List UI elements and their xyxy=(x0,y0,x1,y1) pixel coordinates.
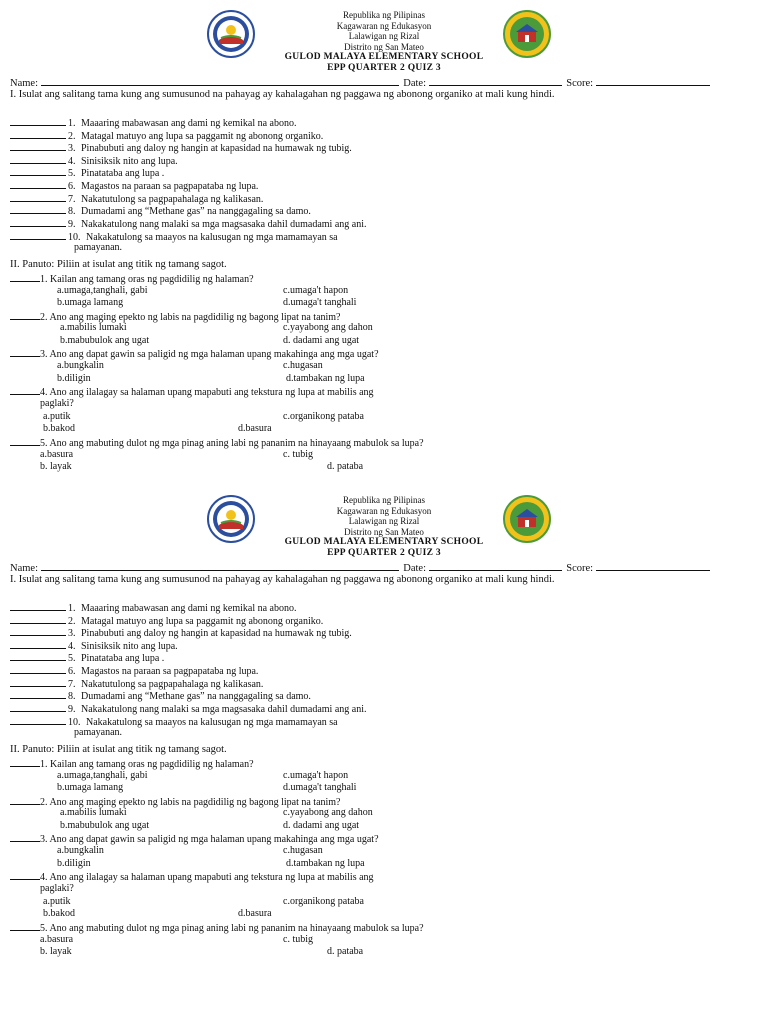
quiz-sheet-bottom xyxy=(0,485,768,965)
item10-continuation: pamayanan. xyxy=(74,727,123,738)
list-item: 6. Magastos na paraan sa pagpapataba ng lupa. xyxy=(10,179,258,193)
list-item: 10. Nakakatulong sa maayos na kalusugan ng mga mamamayan sa xyxy=(10,715,338,729)
answer-blank[interactable] xyxy=(10,204,66,214)
quiz-title: EPP QUARTER 2 QUIZ 3 xyxy=(327,547,441,558)
list-item: 10. Nakakatulong sa maayos na kalusugan ng mga mamamayan sa xyxy=(10,230,338,244)
date-label: Date: xyxy=(403,563,426,574)
answer-blank[interactable] xyxy=(10,702,66,712)
option: d. dadami ang ugat xyxy=(283,335,360,346)
option: b. layak xyxy=(40,946,72,957)
option: b.umaga lamang xyxy=(57,782,124,793)
answer-blank[interactable] xyxy=(10,921,40,931)
answer-blank[interactable] xyxy=(10,757,40,767)
answer-blank[interactable] xyxy=(10,154,66,164)
option: c.organikong pataba xyxy=(283,896,364,907)
list-item: 8. Dumadami ang “Methane gas” na nanggagaling sa damo. xyxy=(10,204,311,218)
list-item: 5. Pinatataba ang lupa . xyxy=(10,651,164,665)
option: d.umaga't tanghali xyxy=(283,297,357,308)
header-line: Republika ng Pilipinas xyxy=(343,10,425,20)
header-line: Distrito ng San Mateo xyxy=(344,526,424,537)
answer-blank[interactable] xyxy=(10,166,66,176)
option: c.yayabong ang dahon xyxy=(283,807,373,818)
answer-blank[interactable] xyxy=(10,192,66,202)
question: 4. Ano ang ilalagay sa halaman upang mapabuti ang tekstura ng lupa at mabilis ang xyxy=(10,870,374,884)
part2-instruction: II. Panuto: Piliin at isulat ang titik ng tamang sagot. xyxy=(10,259,227,270)
part1-instruction: I. Isulat ang salitang tama kung ang sumusunod na pahayag ay kahalagahan ng paggawa ng abonong organiko at mali kung hindi. xyxy=(10,574,555,585)
question: 4. Ano ang ilalagay sa halaman upang mapabuti ang tekstura ng lupa at mabilis ang xyxy=(10,385,374,399)
option: b.diligin xyxy=(57,858,91,869)
header-line: Republika ng Pilipinas xyxy=(343,495,425,505)
answer-blank[interactable] xyxy=(10,217,66,227)
option: d. dadami ang ugat xyxy=(283,820,360,831)
option: d.basura xyxy=(238,423,272,434)
answer-blank[interactable] xyxy=(10,639,66,649)
option: d.tambakan ng lupa xyxy=(286,858,365,869)
list-item: 9. Nakakatulong nang malaki sa mga magsasaka dahil dumadami ang ani. xyxy=(10,702,366,716)
score-label: Score: xyxy=(566,563,594,574)
answer-blank[interactable] xyxy=(10,677,66,687)
question: 5. Ano ang mabuting dulot ng mga pinag aning labi ng pananim na hinayaang mabulok sa lupa? xyxy=(10,921,424,935)
option: d.tambakan ng lupa xyxy=(286,373,365,384)
answer-blank[interactable] xyxy=(10,832,40,842)
list-item: 7. Nakatutulong sa pagpapahalaga ng kalikasan. xyxy=(10,677,263,691)
answer-blank[interactable] xyxy=(10,141,66,151)
option: d. pataba xyxy=(327,946,364,957)
list-item: 1. Maaaring mabawasan ang dami ng kemikal na abono. xyxy=(10,116,296,130)
header-block xyxy=(0,10,768,73)
date-label: Date: xyxy=(403,78,426,89)
question: 2. Ano ang maging epekto ng labis na pagdidilig ng bagong lipat na tanim? xyxy=(10,310,341,324)
question: 2. Ano ang maging epekto ng labis na pagdidilig ng bagong lipat na tanim? xyxy=(10,795,341,809)
header-line: Kagawaran ng Edukasyon xyxy=(336,505,432,516)
list-item: 4. Sinisiksik nito ang lupa. xyxy=(10,639,178,653)
option: b.bakod xyxy=(43,423,75,434)
option: d.umaga't tanghali xyxy=(283,782,357,793)
option: c.hugasan xyxy=(283,360,323,371)
list-item: 8. Dumadami ang “Methane gas” na nanggagaling sa damo. xyxy=(10,689,311,703)
list-item: 5. Pinatataba ang lupa . xyxy=(10,166,164,180)
option: c.hugasan xyxy=(283,845,323,856)
answer-blank[interactable] xyxy=(10,664,66,674)
option: b.mabubulok ang ugat xyxy=(60,820,150,831)
answer-blank[interactable] xyxy=(10,870,40,880)
date-field[interactable] xyxy=(429,75,562,86)
score-field[interactable] xyxy=(596,560,710,571)
list-item: 7. Nakatutulong sa pagpapahalaga ng kalikasan. xyxy=(10,192,263,206)
item10-continuation: pamayanan. xyxy=(74,242,123,253)
list-item: 6. Magastos na paraan sa pagpapataba ng lupa. xyxy=(10,664,258,678)
option: a.mabilis lumaki xyxy=(60,807,127,818)
part1-instruction: I. Isulat ang salitang tama kung ang sumusunod na pahayag ay kahalagahan ng paggawa ng abonong organiko at mali kung hindi. xyxy=(10,89,555,100)
header-line: Lalawigan ng Rizal xyxy=(348,31,420,41)
score-label: Score: xyxy=(566,78,594,89)
option: a.mabilis lumaki xyxy=(60,322,127,333)
answer-blank[interactable] xyxy=(10,795,40,805)
answer-blank[interactable] xyxy=(10,651,66,661)
school-name: GULOD MALAYA ELEMENTARY SCHOOL xyxy=(284,52,484,62)
option: c.umaga't hapon xyxy=(283,285,349,296)
answer-blank[interactable] xyxy=(10,230,66,240)
quiz-sheet-top xyxy=(0,0,768,480)
option: b.bakod xyxy=(43,908,75,919)
header-line: Kagawaran ng Edukasyon xyxy=(336,20,432,31)
name-field[interactable] xyxy=(41,75,399,86)
question: 5. Ano ang mabuting dulot ng mga pinag aning labi ng pananim na hinayaang mabulok sa lupa? xyxy=(10,436,424,450)
list-item: 2. Matagal matuyo ang lupa sa paggamit ng abonong organiko. xyxy=(10,129,323,143)
question: 1. Kailan ang tamang oras ng pagdidilig ng halaman? xyxy=(10,272,254,286)
option: c. tubig xyxy=(283,934,313,945)
option: a.basura xyxy=(40,934,74,945)
list-item: 3. Pinabubuti ang daloy ng hangin at kapasidad na humawak ng tubig. xyxy=(10,626,352,640)
option: a.umaga,tanghali, gabi xyxy=(57,285,148,296)
option: c.yayabong ang dahon xyxy=(283,322,373,333)
answer-blank[interactable] xyxy=(10,310,40,320)
answer-blank[interactable] xyxy=(10,601,66,611)
option: a.putik xyxy=(43,411,71,422)
question-continuation: paglaki? xyxy=(40,883,74,894)
score-field[interactable] xyxy=(596,75,710,86)
option: a.umaga,tanghali, gabi xyxy=(57,770,148,781)
list-item: 3. Pinabubuti ang daloy ng hangin at kapasidad na humawak ng tubig. xyxy=(10,141,352,155)
list-item: 2. Matagal matuyo ang lupa sa paggamit ng abonong organiko. xyxy=(10,614,323,628)
answer-blank[interactable] xyxy=(10,272,40,282)
name-date-score-row xyxy=(10,75,722,90)
option: b.mabubulok ang ugat xyxy=(60,335,150,346)
header-block xyxy=(0,495,768,558)
date-field[interactable] xyxy=(429,560,562,571)
answer-blank[interactable] xyxy=(10,689,66,699)
option: a.bungkalin xyxy=(57,360,104,371)
option: c.organikong pataba xyxy=(283,411,364,422)
option: b. layak xyxy=(40,461,72,472)
quiz-title: EPP QUARTER 2 QUIZ 3 xyxy=(327,62,441,73)
question-continuation: paglaki? xyxy=(40,398,74,409)
school-name: GULOD MALAYA ELEMENTARY SCHOOL xyxy=(284,537,484,547)
option: a.basura xyxy=(40,449,74,460)
option: d.basura xyxy=(238,908,272,919)
option: c.umaga't hapon xyxy=(283,770,349,781)
answer-blank[interactable] xyxy=(10,347,40,357)
question: 3. Ano ang dapat gawin sa paligid ng mga halaman upang makahinga ang mga ugat? xyxy=(10,347,379,361)
answer-blank[interactable] xyxy=(10,179,66,189)
list-item: 1. Maaaring mabawasan ang dami ng kemikal na abono. xyxy=(10,601,296,615)
answer-blank[interactable] xyxy=(10,385,40,395)
name-label: Name: xyxy=(10,78,38,89)
option: d. pataba xyxy=(327,461,364,472)
header-line: Distrito ng San Mateo xyxy=(344,41,424,52)
answer-blank[interactable] xyxy=(10,116,66,126)
question: 1. Kailan ang tamang oras ng pagdidilig ng halaman? xyxy=(10,757,254,771)
answer-blank[interactable] xyxy=(10,614,66,624)
option: c. tubig xyxy=(283,449,313,460)
option: b.umaga lamang xyxy=(57,297,124,308)
header-line: Lalawigan ng Rizal xyxy=(348,516,420,526)
name-field[interactable] xyxy=(41,560,399,571)
option: b.diligin xyxy=(57,373,91,384)
name-label: Name: xyxy=(10,563,38,574)
answer-blank[interactable] xyxy=(10,715,66,725)
answer-blank[interactable] xyxy=(10,129,66,139)
name-date-score-row xyxy=(10,560,722,575)
question: 3. Ano ang dapat gawin sa paligid ng mga halaman upang makahinga ang mga ugat? xyxy=(10,832,379,846)
option: a.bungkalin xyxy=(57,845,104,856)
answer-blank[interactable] xyxy=(10,436,40,446)
list-item: 4. Sinisiksik nito ang lupa. xyxy=(10,154,178,168)
option: a.putik xyxy=(43,896,71,907)
answer-blank[interactable] xyxy=(10,626,66,636)
part2-instruction: II. Panuto: Piliin at isulat ang titik ng tamang sagot. xyxy=(10,744,227,755)
list-item: 9. Nakakatulong nang malaki sa mga magsasaka dahil dumadami ang ani. xyxy=(10,217,366,231)
